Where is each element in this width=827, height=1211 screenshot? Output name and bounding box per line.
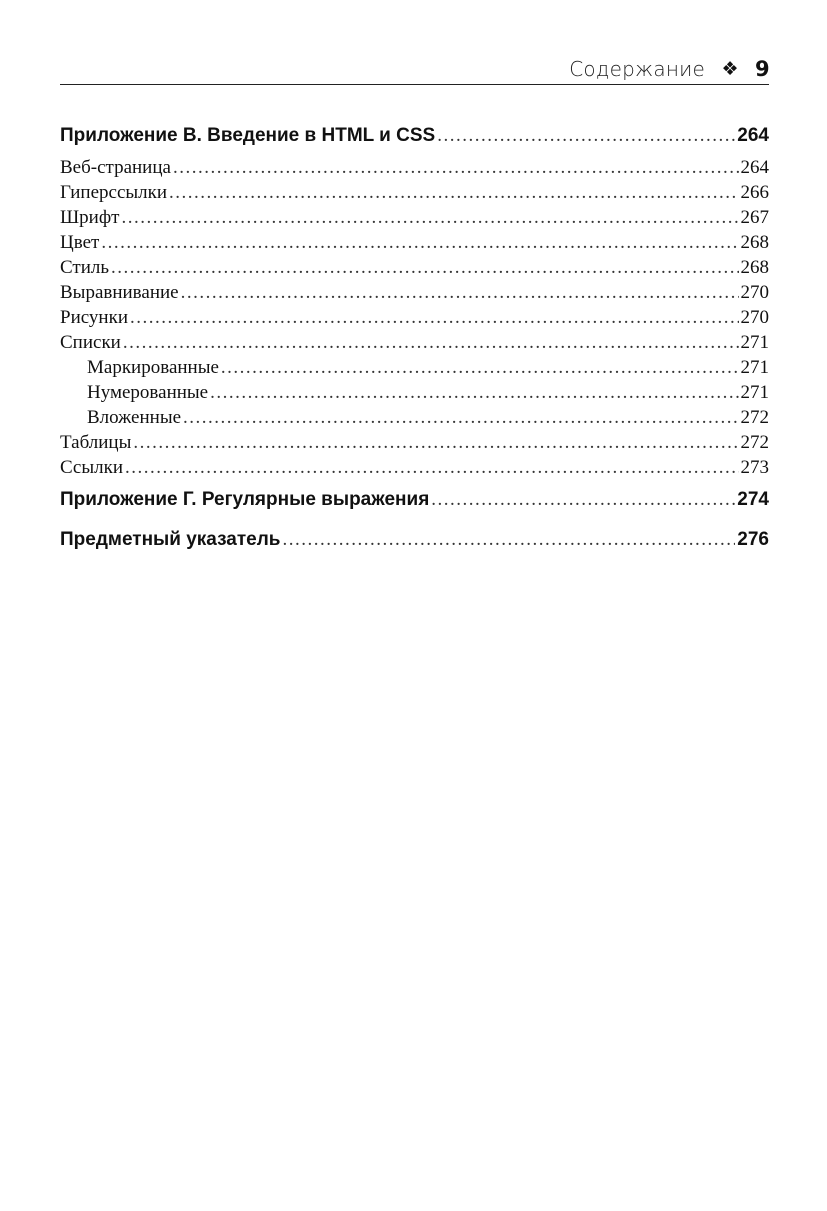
toc-entry-title: Рисунки xyxy=(60,307,128,328)
toc-entry-page: 270 xyxy=(740,307,769,328)
toc-entry[interactable] xyxy=(60,205,769,230)
toc-entry-title: Приложение Г. Регулярные выражения xyxy=(60,489,430,510)
diamond-ornament-icon: ❖ xyxy=(721,58,739,80)
toc-subentry[interactable] xyxy=(60,380,769,405)
toc-entry[interactable] xyxy=(60,455,769,480)
toc-entry-title: Нумерованные xyxy=(87,382,209,403)
toc-entry-page: 270 xyxy=(740,282,769,303)
dot-leader xyxy=(133,430,738,455)
toc-entry[interactable] xyxy=(60,155,769,180)
toc-entry-title: Стиль xyxy=(60,257,110,278)
dot-leader xyxy=(125,455,739,480)
toc-entry-page: 274 xyxy=(737,489,769,510)
dot-leader xyxy=(169,180,738,205)
toc-entry-title: Вложенные xyxy=(87,407,182,428)
dot-leader xyxy=(283,527,736,552)
dot-leader xyxy=(437,123,735,148)
toc-entry-title: Маркированные xyxy=(87,357,219,378)
dot-leader xyxy=(130,305,739,330)
table-of-contents xyxy=(60,123,769,552)
dot-leader xyxy=(123,330,739,355)
toc-entry[interactable] xyxy=(60,330,769,355)
toc-entry-page: 271 xyxy=(740,332,769,353)
dot-leader xyxy=(101,230,738,255)
toc-entry-page: 268 xyxy=(740,257,769,278)
running-title: Содержание xyxy=(569,57,705,81)
toc-entry-page: 272 xyxy=(740,407,769,428)
toc-entry-title: Цвет xyxy=(60,232,100,253)
toc-entry-appendix-v[interactable] xyxy=(60,123,769,148)
toc-entry[interactable] xyxy=(60,305,769,330)
toc-entry-title: Гиперссылки xyxy=(60,182,168,203)
toc-subentry[interactable] xyxy=(60,355,769,380)
toc-entry-page: 266 xyxy=(740,182,769,203)
toc-entry-page: 276 xyxy=(737,529,769,550)
dot-leader xyxy=(221,355,739,380)
toc-entry-page: 271 xyxy=(740,382,769,403)
toc-entry-page: 267 xyxy=(740,207,769,228)
toc-entry-page: 271 xyxy=(740,357,769,378)
dot-leader xyxy=(111,255,738,280)
toc-subentry[interactable] xyxy=(60,405,769,430)
toc-entry-title: Приложение В. Введение в HTML и CSS xyxy=(60,125,436,146)
toc-entry-title: Шрифт xyxy=(60,207,120,228)
running-head xyxy=(60,54,769,84)
toc-entry-page: 264 xyxy=(737,125,769,146)
toc-entry-title: Ссылки xyxy=(60,457,123,478)
toc-entry-index[interactable] xyxy=(60,527,769,552)
dot-leader xyxy=(183,405,738,430)
toc-entry-title: Веб-страница xyxy=(60,157,171,178)
toc-entry[interactable] xyxy=(60,255,769,280)
dot-leader xyxy=(121,205,738,230)
dot-leader xyxy=(210,380,738,405)
page-number: 9 xyxy=(755,57,770,81)
toc-entry-title: Предметный указатель xyxy=(60,529,281,550)
toc-entry[interactable] xyxy=(60,180,769,205)
toc-entry[interactable] xyxy=(60,430,769,455)
toc-entry[interactable] xyxy=(60,230,769,255)
header-rule xyxy=(60,84,769,85)
toc-entry-page: 273 xyxy=(740,457,769,478)
toc-entry[interactable] xyxy=(60,280,769,305)
dot-leader xyxy=(173,155,739,180)
toc-entry-page: 264 xyxy=(740,157,769,178)
toc-entry-title: Выравнивание xyxy=(60,282,179,303)
toc-entry-appendix-g[interactable] xyxy=(60,487,769,512)
dot-leader xyxy=(431,487,735,512)
toc-entry-title: Таблицы xyxy=(60,432,132,453)
toc-entry-page: 268 xyxy=(740,232,769,253)
toc-entry-title: Списки xyxy=(60,332,121,353)
dot-leader xyxy=(181,280,739,305)
toc-entry-page: 272 xyxy=(740,432,769,453)
